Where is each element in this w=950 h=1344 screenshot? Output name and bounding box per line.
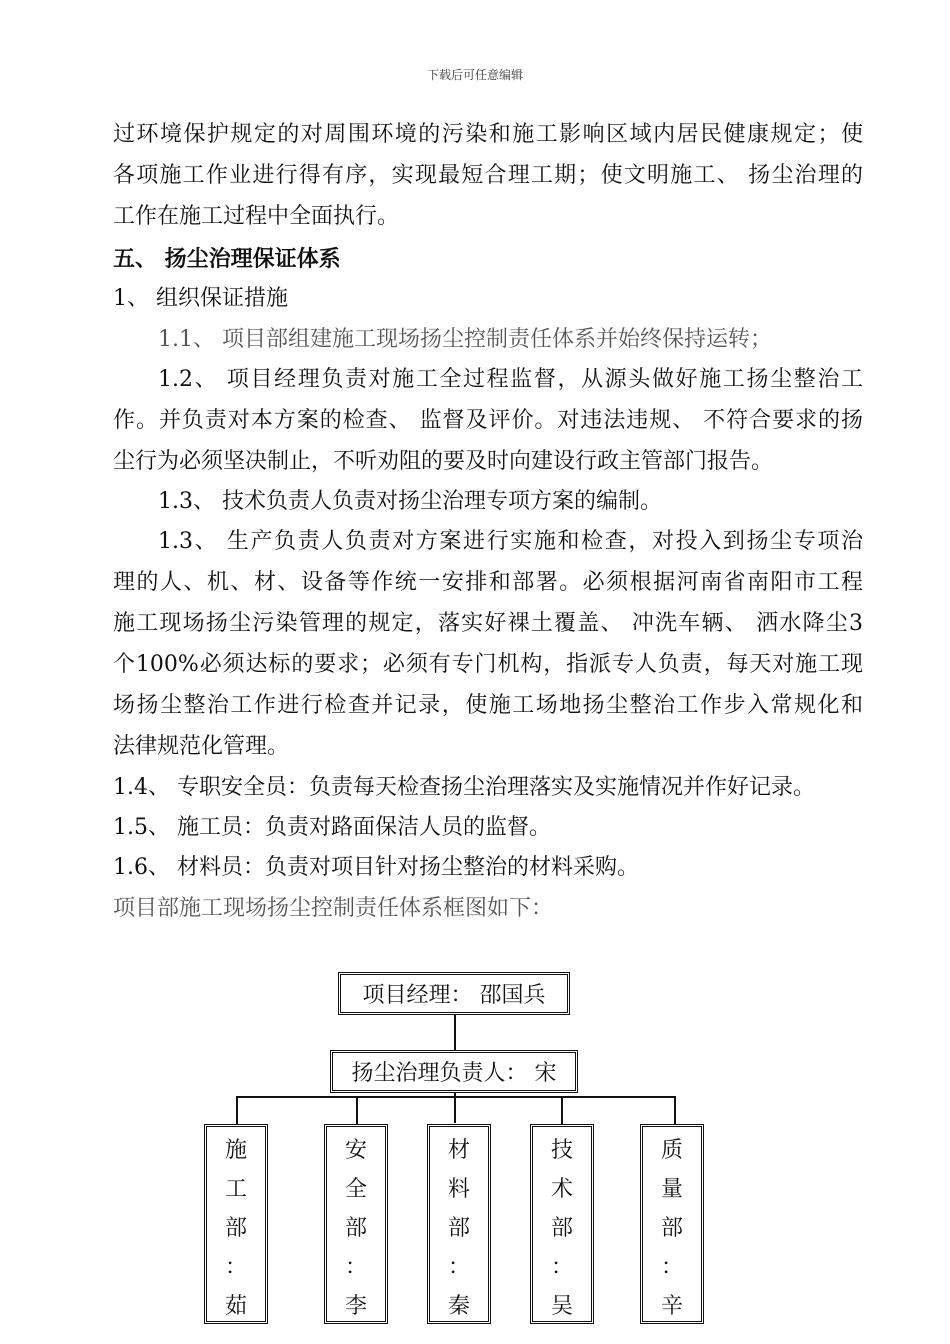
paragraph-line: 理的人、机、材、设备等作统一安排和部署。必须根据河南省南阳市工程 xyxy=(113,570,863,595)
org-box-char: ： xyxy=(344,1255,367,1280)
org-connector xyxy=(236,1096,238,1124)
org-box-quality-dept xyxy=(640,1124,704,1324)
list-item: 1.3、 技术负责人负责对扬尘治理专项方案的编制。 xyxy=(158,489,662,514)
org-box-char: 施 xyxy=(224,1138,247,1163)
org-box-safety-dept xyxy=(324,1124,388,1324)
paragraph-line: 施工现场扬尘污染管理的规定，落实好裸土覆盖、 冲洗车辆、 洒水降尘3 xyxy=(113,611,863,636)
paragraph-line: 法律规范化管理。 xyxy=(113,734,290,759)
org-box-char: 部 xyxy=(344,1216,367,1241)
org-box-char: ： xyxy=(550,1255,573,1280)
paragraph-line: 工作在施工过程中全面执行。 xyxy=(113,204,400,229)
section-heading: 五、 扬尘治理保证体系 xyxy=(113,246,341,272)
org-box-materials-dept xyxy=(427,1124,491,1324)
org-box-construction-dept xyxy=(204,1124,268,1324)
paragraph-line: 过环境保护规定的对周围环境的污染和施工影响区域内居民健康规定；使 xyxy=(113,122,863,147)
org-box-char: 工 xyxy=(224,1177,247,1202)
page-header: 下载后可任意编辑 xyxy=(426,68,523,82)
org-box-char: 部 xyxy=(224,1216,247,1241)
org-box-char: 部 xyxy=(550,1216,573,1241)
org-box-char: 质 xyxy=(660,1138,683,1163)
paragraph-line: 个100%必须达标的要求；必须有专门机构，指派专人负责，每天对施工现 xyxy=(113,652,863,677)
list-item: 1.2、 项目经理负责对施工全过程监督，从源头做好施工扬尘整治工 xyxy=(158,367,863,392)
list-item: 1.4、 专职安全员：负责每天检查扬尘治理落实及实施情况并作好记录。 xyxy=(113,775,815,800)
org-box-char: 部 xyxy=(447,1216,470,1241)
org-connector xyxy=(561,1096,563,1124)
org-box-char: 量 xyxy=(660,1177,683,1202)
paragraph-line: 作。并负责对本方案的检查、 监督及评价。对违法违规、 不符合要求的扬 xyxy=(113,408,863,433)
org-chart-intro: 项目部施工现场扬尘控制责任体系框图如下： xyxy=(113,896,554,921)
list-item: 1.3、 生产负责人负责对方案进行实施和检查，对投入到扬尘专项治 xyxy=(158,529,863,554)
org-box-project-manager: 项目经理： 邵国兵 xyxy=(338,972,570,1015)
org-connector xyxy=(454,1015,456,1050)
org-connector xyxy=(356,1096,358,1124)
org-box-char: 安 xyxy=(344,1138,367,1163)
org-box-char: 李 xyxy=(344,1294,367,1319)
org-connector xyxy=(674,1096,676,1124)
org-box-char: 吴 xyxy=(550,1294,573,1319)
paragraph-line: 尘行为必须坚决制止，不听劝阻的要及时向建设行政主管部门报告。 xyxy=(113,449,774,474)
list-item: 1.6、 材料员：负责对项目针对扬尘整治的材料采购。 xyxy=(113,855,639,880)
org-box-char: 料 xyxy=(447,1177,470,1202)
org-box-technical-dept xyxy=(530,1124,594,1324)
org-box-char: 全 xyxy=(344,1177,367,1202)
org-box-char: 术 xyxy=(550,1177,573,1202)
paragraph-line: 各项施工作业进行得有序，实现最短合理工期；使文明施工、 扬尘治理的 xyxy=(113,163,863,188)
org-box-char: 部 xyxy=(660,1216,683,1241)
org-box-char: 秦 xyxy=(447,1294,470,1319)
list-item: 1.1、 项目部组建施工现场扬尘控制责任体系并始终保持运转； xyxy=(158,327,772,352)
subsection-heading: 1、 组织保证措施 xyxy=(113,286,288,311)
org-box-char: 茹 xyxy=(224,1294,247,1319)
org-box-char: 辛 xyxy=(660,1294,683,1319)
org-box-char: 技 xyxy=(550,1138,573,1163)
org-box-char: 材 xyxy=(447,1138,470,1163)
paragraph-line: 场扬尘整治工作进行检查并记录，使施工场地扬尘整治工作步入常规化和 xyxy=(113,693,863,718)
org-branch-line xyxy=(236,1096,676,1098)
org-box-char: ： xyxy=(224,1255,247,1280)
org-box-char: ： xyxy=(447,1255,470,1280)
org-box-dust-control-lead: 扬尘治理负责人： 宋 xyxy=(330,1050,578,1093)
org-box-char: ： xyxy=(660,1255,683,1280)
list-item: 1.5、 施工员：负责对路面保洁人员的监督。 xyxy=(113,815,551,840)
